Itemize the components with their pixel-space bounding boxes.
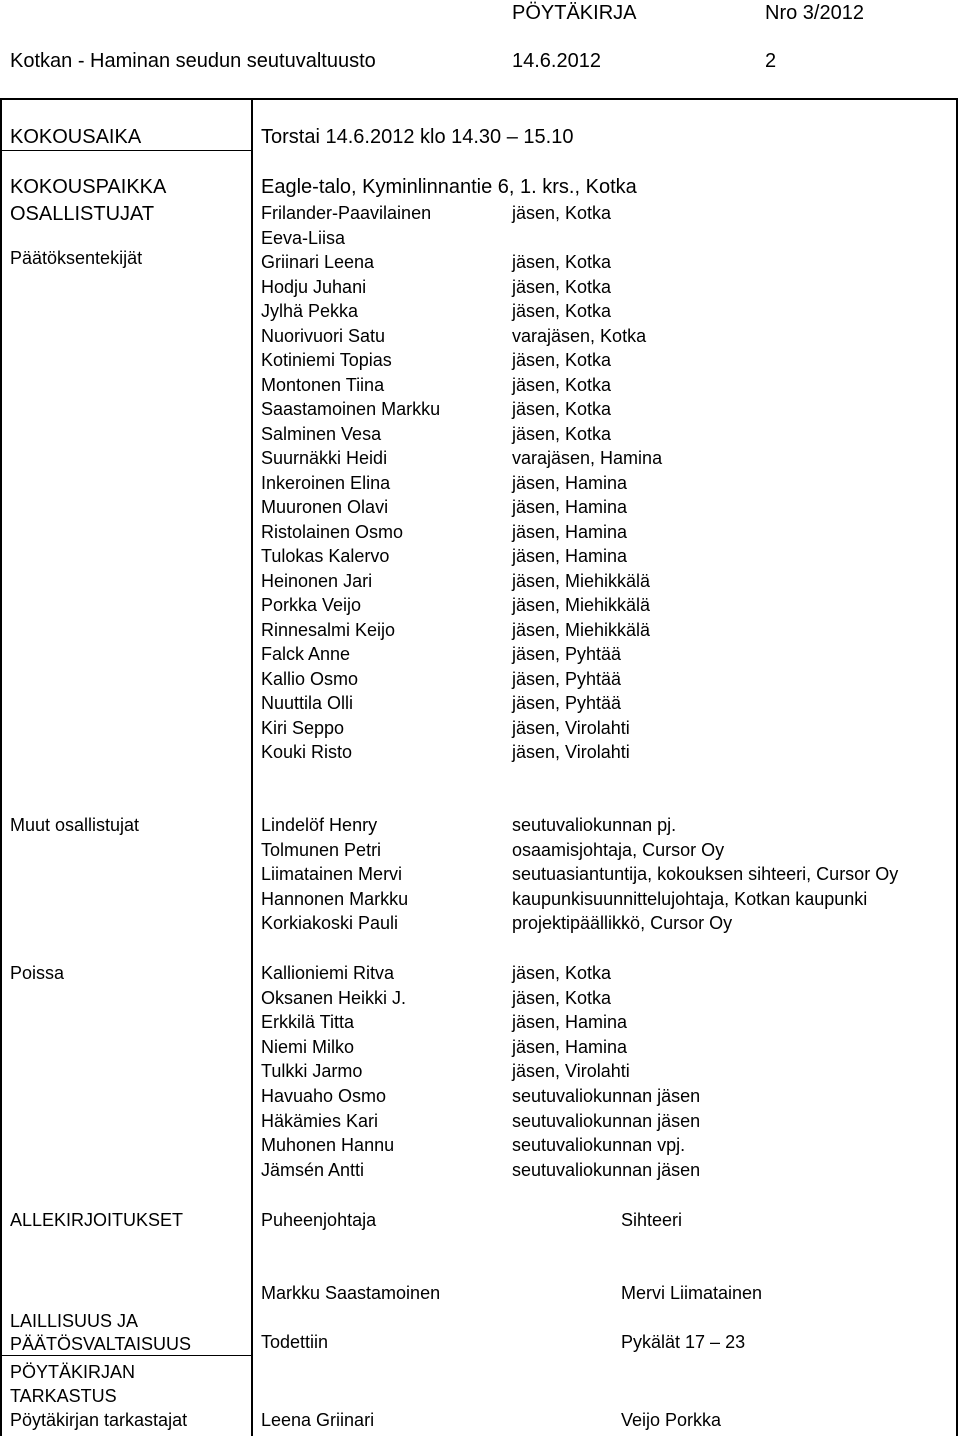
row-role: seutuvaliokunnan vpj. [512,1135,686,1156]
page-number: 2 [765,50,777,72]
row-role: jäsen, Kotka [512,374,612,395]
row-name: Muuronen Olavi [261,497,389,517]
row-role: jäsen, Kotka [512,987,612,1008]
row-name: Niemi Milko [261,1036,355,1057]
row-role: jäsen, Miehikkälä [512,595,651,615]
row-name: Hannonen Markku [261,888,409,909]
row-name: Inkeroinen Elina [261,472,391,493]
row-role: projektipäällikkö, Cursor Oy [512,913,733,934]
left-border [0,98,2,1436]
row-role: jäsen, Virolahti [512,742,630,762]
row-name: Eeva-Liisa [261,227,346,248]
decision-makers-label: Päätöksentekijät [10,248,143,268]
row-role: jäsen, Kotka [512,252,612,272]
chair-name: Markku Saastamoinen [261,1283,441,1303]
reviewer-2: Veijo Porkka [621,1410,722,1430]
row-name: Rinnesalmi Keijo [261,619,396,640]
row-name: Korkiakoski Pauli [261,913,399,934]
row-name: Frilander-Paavilainen [261,203,432,223]
row-name: Liimatainen Mervi [261,864,403,885]
place-value: Eagle-talo, Kyminlinnantie 6, 1. krs., Kotka [261,176,637,198]
row-role: kaupunkisuunnittelujohtaja, Kotkan kaupunki [512,888,868,909]
validity-value: Todettiin [261,1332,329,1352]
row-name: Suurnäkki Heidi [261,448,388,468]
row-role: jäsen, Hamina [512,546,628,566]
row-role: seutuasiantuntija, kokouksen sihteeri, Cursor Oy [512,864,899,885]
row-name: Ristolainen Osmo [261,521,404,542]
label-underline-validity [0,1355,252,1356]
row-name: Nuuttila Olli [261,693,354,713]
row-name: Hodju Juhani [261,276,367,297]
row-name: Saastamoinen Markku [261,399,441,419]
row-role: jäsen, Hamina [512,1036,628,1057]
row-name: Montonen Tiina [261,374,385,395]
row-role: jäsen, Kotka [512,350,612,370]
document-number: Nro 3/2012 [765,2,864,24]
row-name: Falck Anne [261,644,351,664]
row-role: seutuvaliokunnan jäsen [512,1159,701,1180]
row-name: Oksanen Heikki J. [261,987,407,1008]
reviewer-1: Leena Griinari [261,1410,375,1430]
row-name: Jylhä Pekka [261,301,359,321]
review-label-line3: Pöytäkirjan tarkastajat [10,1410,188,1430]
row-name: Kallio Osmo [261,668,359,689]
validity-label-line2: PÄÄTÖSVALTAISUUS [10,1334,192,1354]
column-divider [251,98,253,1436]
label-underline-time [0,150,252,151]
top-border [0,98,958,100]
row-role: jäsen, Kotka [512,203,612,223]
row-role: jäsen, Virolahti [512,1061,630,1082]
row-name: Salminen Vesa [261,423,382,444]
row-name: Porkka Veijo [261,595,362,615]
row-name: Erkkilä Titta [261,1012,355,1033]
row-name: Kallioniemi Ritva [261,963,395,983]
row-name: Nuorivuori Satu [261,325,386,346]
row-name: Kouki Risto [261,742,353,762]
row-role: jäsen, Hamina [512,472,628,493]
secretary-name: Mervi Liimatainen [621,1283,763,1303]
review-label-line2: TARKASTUS [10,1386,117,1406]
row-role: jäsen, Hamina [512,521,628,542]
row-role: jäsen, Kotka [512,423,612,444]
row-role: jäsen, Kotka [512,276,612,297]
row-role: jäsen, Kotka [512,963,612,983]
row-role: seutuvaliokunnan pj. [512,815,677,835]
row-name: Griinari Leena [261,252,375,272]
row-name: Jämsén Antti [261,1159,365,1180]
row-role: osaamisjohtaja, Cursor Oy [512,839,725,860]
row-name: Kiri Seppo [261,717,345,738]
row-name: Lindelöf Henry [261,815,378,835]
time-value: Torstai 14.6.2012 klo 14.30 – 15.10 [261,126,574,148]
row-role: jäsen, Hamina [512,1012,628,1033]
right-border [956,98,958,1436]
row-name: Kotiniemi Topias [261,350,392,370]
row-role: jäsen, Virolahti [512,717,630,738]
document-title: PÖYTÄKIRJA [512,2,637,24]
chair-title: Puheenjohtaja [261,1210,377,1230]
absent-label: Poissa [10,963,65,983]
row-name: Havuaho Osmo [261,1086,387,1106]
row-role: seutuvaliokunnan jäsen [512,1086,701,1106]
row-role: jäsen, Kotka [512,399,612,419]
row-role: varajäsen, Kotka [512,325,647,346]
secretary-title: Sihteeri [621,1210,683,1230]
row-name: Tulokas Kalervo [261,546,390,566]
row-name: Häkämies Kari [261,1110,379,1131]
row-role: jäsen, Kotka [512,301,612,321]
row-role: jäsen, Pyhtää [512,693,622,713]
row-role: jäsen, Pyhtää [512,644,622,664]
participants-label: OSALLISTUJAT [10,203,155,225]
row-role: seutuvaliokunnan jäsen [512,1110,701,1131]
time-label: KOKOUSAIKA [10,126,142,148]
row-name: Muhonen Hannu [261,1135,395,1156]
row-role: varajäsen, Hamina [512,448,663,468]
row-role: jäsen, Miehikkälä [512,619,651,640]
row-name: Heinonen Jari [261,570,373,591]
signatures-label: ALLEKIRJOITUKSET [10,1210,184,1230]
row-name: Tulkki Jarmo [261,1061,363,1082]
row-role: jäsen, Hamina [512,497,628,517]
review-label-line1: PÖYTÄKIRJAN [10,1362,136,1382]
validity-sections: Pykälät 17 – 23 [621,1332,746,1352]
row-role: jäsen, Pyhtää [512,668,622,689]
row-role: jäsen, Miehikkälä [512,570,651,591]
validity-label-line1: LAILLISUUS JA [10,1311,139,1331]
others-label: Muut osallistujat [10,815,140,835]
place-label: KOKOUSPAIKKA [10,176,167,198]
organization-name: Kotkan - Haminan seudun seutuvaltuusto [10,50,376,72]
meeting-date: 14.6.2012 [512,50,601,72]
row-name: Tolmunen Petri [261,839,382,860]
